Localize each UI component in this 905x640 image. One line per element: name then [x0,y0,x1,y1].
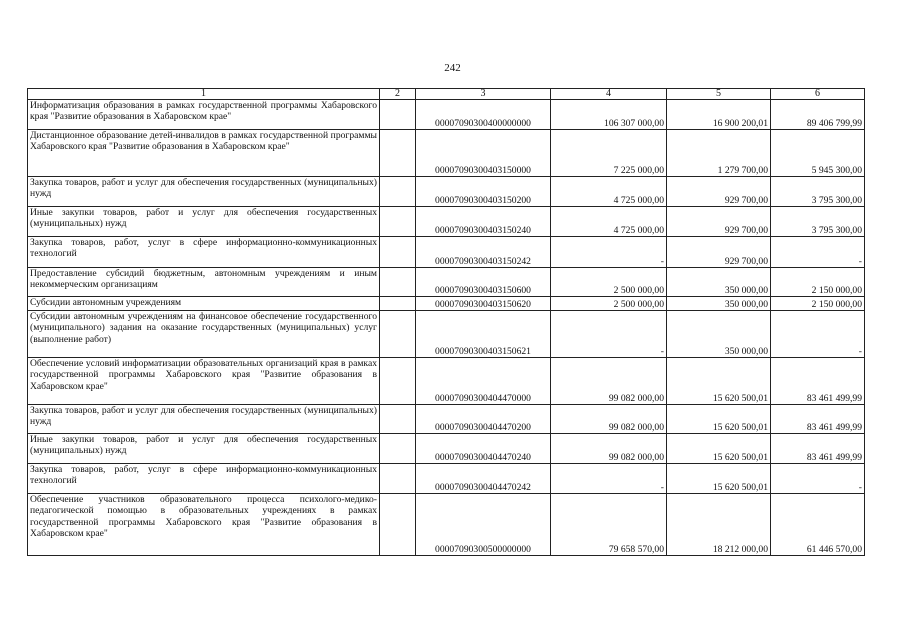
amount-col-6: 5 945 300,00 [771,130,865,177]
column-2-cell [380,464,416,494]
table-row [28,297,865,311]
table-header-row [28,89,865,100]
table-row [28,464,865,494]
column-header: 4 [551,89,667,100]
expense-name: Закупка товаров, работ и услуг для обеспечения государственных (муниципальных) нужд [28,177,380,207]
amount-col-6: - [771,237,865,268]
expense-name: Информатизация образования в рамках государственной программы Хабаровского края "Развитие образования в Хабаровском крае" [28,100,380,130]
expense-name: Субсидии автономным учреждениям на финансовое обеспечение государственного (муниципального) задания на оказание государственных (муниципальных) услуг (выполнение работ) [28,311,380,358]
amount-col-5: 350 000,00 [667,268,771,297]
budget-code: 00007090300403150242 [416,237,551,268]
amount-col-5: 15 620 500,01 [667,434,771,464]
amount-col-4: - [551,464,667,494]
expense-name: Обеспечение условий информатизации образовательных организаций края в рамках государственной программы Хабаровского края "Развитие образования в Хабаровском крае" [28,358,380,405]
budget-code: 00007090300403150621 [416,311,551,358]
amount-col-6: 2 150 000,00 [771,268,865,297]
column-header: 3 [416,89,551,100]
amount-col-4: 99 082 000,00 [551,405,667,434]
amount-col-4: - [551,311,667,358]
page-number: 242 [444,62,461,74]
expense-name: Обеспечение участников образовательного процесса психолого-медико-педагогической помощью в образовательных учреждениях в рамках государственной программы Хабаровского края "Развитие образования в Хабаровском крае" [28,494,380,556]
budget-code: 00007090300404470200 [416,405,551,434]
amount-col-5: 18 212 000,00 [667,494,771,556]
table-row [28,311,865,358]
amount-col-5: 15 620 500,01 [667,405,771,434]
amount-col-4: 79 658 570,00 [551,494,667,556]
column-2-cell [380,434,416,464]
budget-code: 00007090300403150240 [416,207,551,237]
column-header: 2 [380,89,416,100]
column-2-cell [380,237,416,268]
amount-col-4: 99 082 000,00 [551,358,667,405]
amount-col-5: 929 700,00 [667,207,771,237]
expense-name: Субсидии автономным учреждениям [28,297,380,311]
amount-col-5: 350 000,00 [667,297,771,311]
table-row [28,177,865,207]
amount-col-5: 16 900 200,01 [667,100,771,130]
column-2-cell [380,405,416,434]
table-row [28,100,865,130]
amount-col-6: 83 461 499,99 [771,405,865,434]
amount-col-6: - [771,464,865,494]
amount-col-4: 4 725 000,00 [551,177,667,207]
column-2-cell [380,311,416,358]
column-2-cell [380,207,416,237]
expense-name: Иные закупки товаров, работ и услуг для обеспечения государственных (муниципальных) нужд [28,207,380,237]
amount-col-5: 1 279 700,00 [667,130,771,177]
amount-col-4: - [551,237,667,268]
amount-col-5: 929 700,00 [667,177,771,207]
column-header: 5 [667,89,771,100]
column-2-cell [380,358,416,405]
budget-code: 00007090300404470240 [416,434,551,464]
expense-name: Закупка товаров, работ, услуг в сфере информационно-коммуникационных технологий [28,464,380,494]
budget-table [27,88,865,556]
table-row [28,405,865,434]
column-2-cell [380,177,416,207]
amount-col-4: 2 500 000,00 [551,268,667,297]
table-row [28,494,865,556]
column-2-cell [380,100,416,130]
amount-col-6: 83 461 499,99 [771,434,865,464]
amount-col-4: 106 307 000,00 [551,100,667,130]
amount-col-5: 15 620 500,01 [667,358,771,405]
table-row [28,237,865,268]
amount-col-6: 83 461 499,99 [771,358,865,405]
budget-code: 00007090300403150000 [416,130,551,177]
budget-code: 00007090300500000000 [416,494,551,556]
amount-col-4: 2 500 000,00 [551,297,667,311]
table-row [28,268,865,297]
column-2-cell [380,494,416,556]
expense-name: Предоставление субсидий бюджетным, автономным учреждениям и иным некоммерческим организациям [28,268,380,297]
amount-col-6: 3 795 300,00 [771,177,865,207]
amount-col-6: 2 150 000,00 [771,297,865,311]
column-2-cell [380,268,416,297]
amount-col-5: 15 620 500,01 [667,464,771,494]
expense-name: Иные закупки товаров, работ и услуг для обеспечения государственных (муниципальных) нужд [28,434,380,464]
column-2-cell [380,297,416,311]
amount-col-6: 3 795 300,00 [771,207,865,237]
amount-col-6: - [771,311,865,358]
budget-code: 00007090300403150200 [416,177,551,207]
column-2-cell [380,130,416,177]
expense-name: Закупка товаров, работ и услуг для обеспечения государственных (муниципальных) нужд [28,405,380,434]
expense-name: Дистанционное образование детей-инвалидов в рамках государственной программы Хабаровского края "Развитие образования в Хабаровском крае" [28,130,380,177]
budget-code: 00007090300404470000 [416,358,551,405]
budget-code: 00007090300400000000 [416,100,551,130]
amount-col-5: 929 700,00 [667,237,771,268]
amount-col-5: 350 000,00 [667,311,771,358]
column-header: 6 [771,89,865,100]
amount-col-6: 89 406 799,99 [771,100,865,130]
table-row [28,207,865,237]
table-row [28,434,865,464]
amount-col-6: 61 446 570,00 [771,494,865,556]
amount-col-4: 7 225 000,00 [551,130,667,177]
budget-code: 00007090300404470242 [416,464,551,494]
column-header: 1 [28,89,380,100]
amount-col-4: 4 725 000,00 [551,207,667,237]
table-row [28,358,865,405]
budget-code: 00007090300403150620 [416,297,551,311]
budget-code: 00007090300403150600 [416,268,551,297]
amount-col-4: 99 082 000,00 [551,434,667,464]
expense-name: Закупка товаров, работ, услуг в сфере информационно-коммуникационных технологий [28,237,380,268]
table-row [28,130,865,177]
